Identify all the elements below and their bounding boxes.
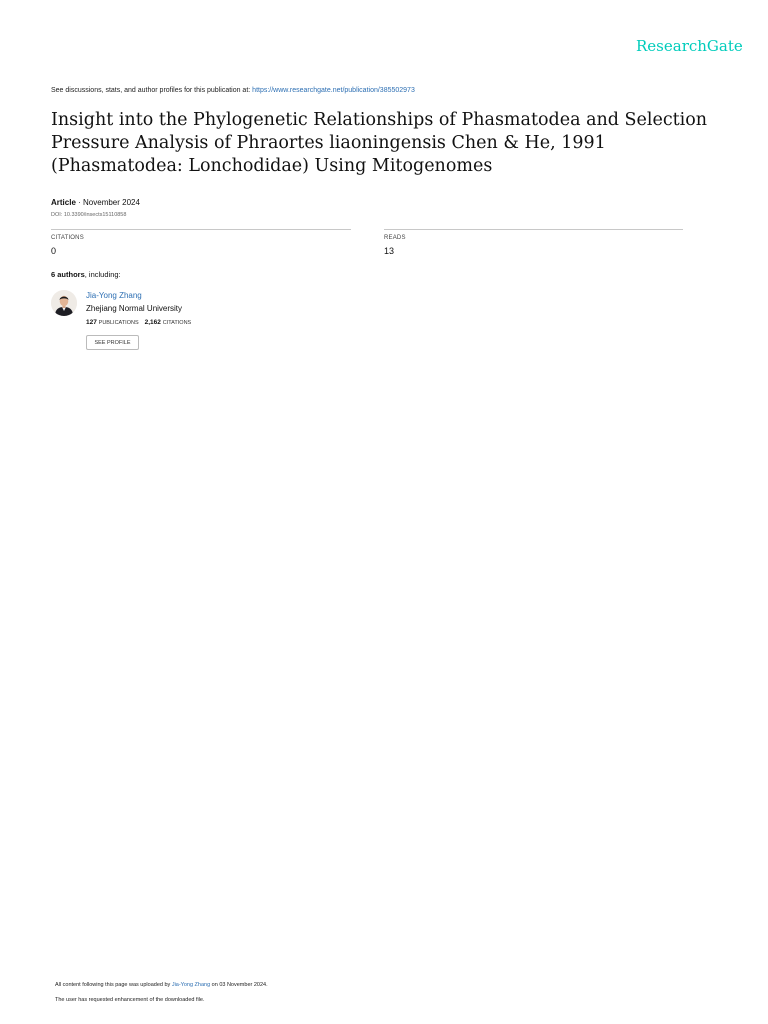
researchgate-logo[interactable]: ResearchGate [636,37,743,55]
author-photo-icon [51,290,77,316]
upload-note [55,982,268,988]
discussion-prefix: See discussions, stats, and author profiles for this publication at: [51,87,253,94]
author-institution: Zhejiang Normal University [86,304,183,313]
publication-doi: DOI: 10.3390/insects15110858 [51,212,127,218]
publication-meta [51,198,140,207]
author-publications-label: PUBLICATIONS [98,320,139,326]
author-name-link[interactable]: Jia-Yong Zhang [86,291,142,300]
upload-prefix: All content following this page was uploaded by [55,982,172,988]
discussion-line [51,87,415,94]
publication-date: · November 2024 [75,198,140,207]
authors-summary [51,270,121,279]
upload-suffix: on 03 November 2024. [210,982,268,988]
publication-url-link[interactable]: https://www.researchgate.net/publication/385502973 [252,87,415,94]
author-publications-count: 127 [86,319,97,326]
authors-including: , including: [84,270,121,279]
reads-value: 13 [384,246,395,256]
author-avatar[interactable] [51,290,77,316]
uploader-link[interactable]: Jia-Yong Zhang [171,982,211,988]
citations-label: CITATIONS [51,235,84,241]
reads-divider [384,229,683,230]
author-citations-count: 2,162 [144,319,161,326]
publication-title: Insight into the Phylogenetic Relationships of Phasmatodea and Selection Pressure Analysis of Phraortes liaoningensis Chen & He, 1991 (Phasmatodea: Lonchodidae) Using Mitogenomes [51,110,708,176]
citations-value: 0 [51,246,57,256]
enhancement-note: The user has requested enhancement of the downloaded file. [55,997,205,1003]
publication-type: Article [51,198,76,207]
author-stats [86,319,191,326]
author-citations-label: CITATIONS [162,320,192,326]
reads-label: READS [384,235,406,241]
authors-count: 6 authors [51,270,85,279]
see-profile-button[interactable]: SEE PROFILE [86,335,139,350]
citations-divider [51,229,351,230]
